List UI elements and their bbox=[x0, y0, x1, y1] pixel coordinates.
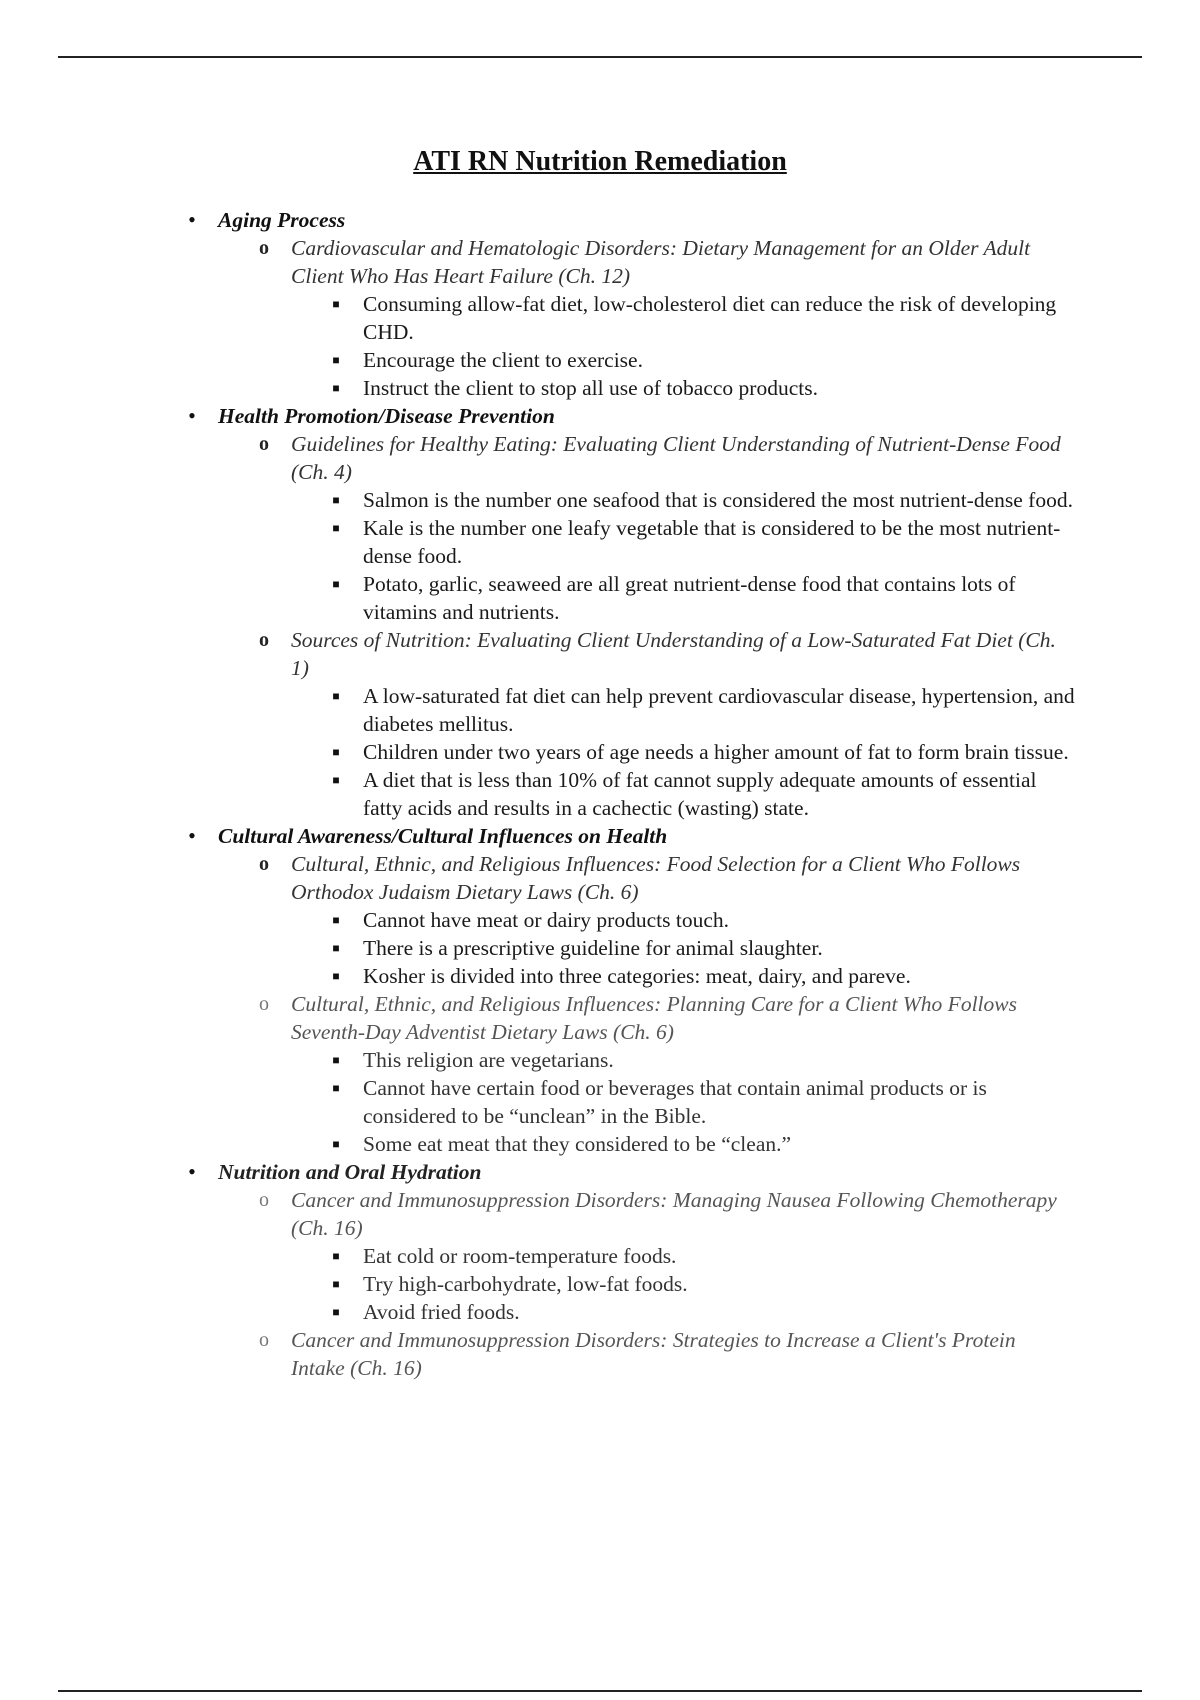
list-item: ■ Salmon is the number one seafood that is considered the most nutrient-dense food. bbox=[0, 486, 1200, 514]
section bbox=[0, 206, 1200, 402]
topic-title: o Guidelines for Healthy Eating: Evaluating Client Understanding of Nutrient-Dense Food (Ch. 4) bbox=[0, 430, 1200, 486]
list-item: ■ This religion are vegetarians. bbox=[0, 1046, 1200, 1074]
square-bullet-icon: ■ bbox=[332, 297, 340, 311]
topic bbox=[0, 626, 1200, 822]
list-item: ■ There is a prescriptive guideline for animal slaughter. bbox=[0, 934, 1200, 962]
list-item: ■ Consuming allow-fat diet, low-cholesterol diet can reduce the risk of developing CHD. bbox=[0, 290, 1200, 346]
topic bbox=[0, 1186, 1200, 1326]
list-item: ■ Encourage the client to exercise. bbox=[0, 346, 1200, 374]
topic bbox=[0, 430, 1200, 626]
square-bullet-icon: ■ bbox=[332, 1081, 340, 1095]
square-bullet-icon: ■ bbox=[332, 941, 340, 955]
square-bullet-icon: ■ bbox=[332, 521, 340, 535]
square-bullet-icon: ■ bbox=[332, 913, 340, 927]
square-bullet-icon: ■ bbox=[332, 689, 340, 703]
section-heading: • Nutrition and Oral Hydration bbox=[0, 1158, 1200, 1186]
circle-bullet-icon: o bbox=[259, 433, 269, 455]
square-bullet-icon: ■ bbox=[332, 353, 340, 367]
list-item: ■ Cannot have meat or dairy products touch. bbox=[0, 906, 1200, 934]
circle-bullet-icon: o bbox=[259, 629, 269, 651]
square-bullet-icon: ■ bbox=[332, 1249, 340, 1263]
list-item: ■ Instruct the client to stop all use of tobacco products. bbox=[0, 374, 1200, 402]
square-bullet-icon: ■ bbox=[332, 1277, 340, 1291]
topic-title: o Cancer and Immunosuppression Disorders: Strategies to Increase a Client's Protein Intake (Ch. 16) bbox=[0, 1326, 1200, 1382]
list-item: ■ A diet that is less than 10% of fat cannot supply adequate amounts of essential fatty acids and results in a cachectic (wasting) state. bbox=[0, 766, 1200, 822]
topic-title: o Cancer and Immunosuppression Disorders: Managing Nausea Following Chemotherapy (Ch. 16) bbox=[0, 1186, 1200, 1242]
square-bullet-icon: ■ bbox=[332, 969, 340, 983]
circle-bullet-icon: o bbox=[259, 853, 269, 875]
list-item: ■ Avoid fried foods. bbox=[0, 1298, 1200, 1326]
topic bbox=[0, 1326, 1200, 1382]
topic-title: o Sources of Nutrition: Evaluating Client Understanding of a Low-Saturated Fat Diet (Ch. 1) bbox=[0, 626, 1200, 682]
list-item: ■ Children under two years of age needs a higher amount of fat to form brain tissue. bbox=[0, 738, 1200, 766]
list-item: ■ Cannot have certain food or beverages that contain animal products or is considered to be “unclean” in the Bible. bbox=[0, 1074, 1200, 1130]
square-bullet-icon: ■ bbox=[332, 381, 340, 395]
square-bullet-icon: ■ bbox=[332, 1137, 340, 1151]
topic-title: o Cultural, Ethnic, and Religious Influences: Planning Care for a Client Who Follows Seventh-Day Adventist Dietary Laws (Ch. 6) bbox=[0, 990, 1200, 1046]
topic-title: o Cultural, Ethnic, and Religious Influences: Food Selection for a Client Who Follows Orthodox Judaism Dietary Laws (Ch. 6) bbox=[0, 850, 1200, 906]
square-bullet-icon: ■ bbox=[332, 1305, 340, 1319]
circle-bullet-icon: o bbox=[259, 237, 269, 259]
list-item: ■ Some eat meat that they considered to be “clean.” bbox=[0, 1130, 1200, 1158]
section bbox=[0, 822, 1200, 1158]
list-item: ■ A low-saturated fat diet can help prevent cardiovascular disease, hypertension, and diabetes mellitus. bbox=[0, 682, 1200, 738]
circle-bullet-icon: o bbox=[259, 1189, 269, 1211]
square-bullet-icon: ■ bbox=[332, 1053, 340, 1067]
bottom-rule bbox=[58, 1690, 1142, 1692]
section-heading: • Health Promotion/Disease Prevention bbox=[0, 402, 1200, 430]
square-bullet-icon: ■ bbox=[332, 493, 340, 507]
section-heading: • Aging Process bbox=[0, 206, 1200, 234]
square-bullet-icon: ■ bbox=[332, 773, 340, 787]
circle-bullet-icon: o bbox=[259, 993, 269, 1015]
disc-bullet-icon: • bbox=[188, 207, 196, 232]
list-item: ■ Kale is the number one leafy vegetable that is considered to be the most nutrient-dense food. bbox=[0, 514, 1200, 570]
section bbox=[0, 402, 1200, 822]
document-body bbox=[0, 206, 1200, 1382]
square-bullet-icon: ■ bbox=[332, 577, 340, 591]
topic bbox=[0, 990, 1200, 1158]
square-bullet-icon: ■ bbox=[332, 745, 340, 759]
disc-bullet-icon: • bbox=[188, 1159, 196, 1184]
topic-title: o Cardiovascular and Hematologic Disorders: Dietary Management for an Older Adult Client Who Has Heart Failure (Ch. 12) bbox=[0, 234, 1200, 290]
list-item: ■ Kosher is divided into three categories: meat, dairy, and pareve. bbox=[0, 962, 1200, 990]
disc-bullet-icon: • bbox=[188, 823, 196, 848]
top-rule bbox=[58, 56, 1142, 58]
topic bbox=[0, 850, 1200, 990]
list-item: ■ Try high-carbohydrate, low-fat foods. bbox=[0, 1270, 1200, 1298]
list-item: ■ Potato, garlic, seaweed are all great nutrient-dense food that contains lots of vitamins and nutrients. bbox=[0, 570, 1200, 626]
topic bbox=[0, 234, 1200, 402]
list-item: ■ Eat cold or room-temperature foods. bbox=[0, 1242, 1200, 1270]
section bbox=[0, 1158, 1200, 1382]
scan-shade bbox=[250, 1380, 1090, 1436]
circle-bullet-icon: o bbox=[259, 1329, 269, 1351]
page-title: ATI RN Nutrition Remediation bbox=[413, 146, 787, 177]
section-heading: • Cultural Awareness/Cultural Influences on Health bbox=[0, 822, 1200, 850]
disc-bullet-icon: • bbox=[188, 403, 196, 428]
